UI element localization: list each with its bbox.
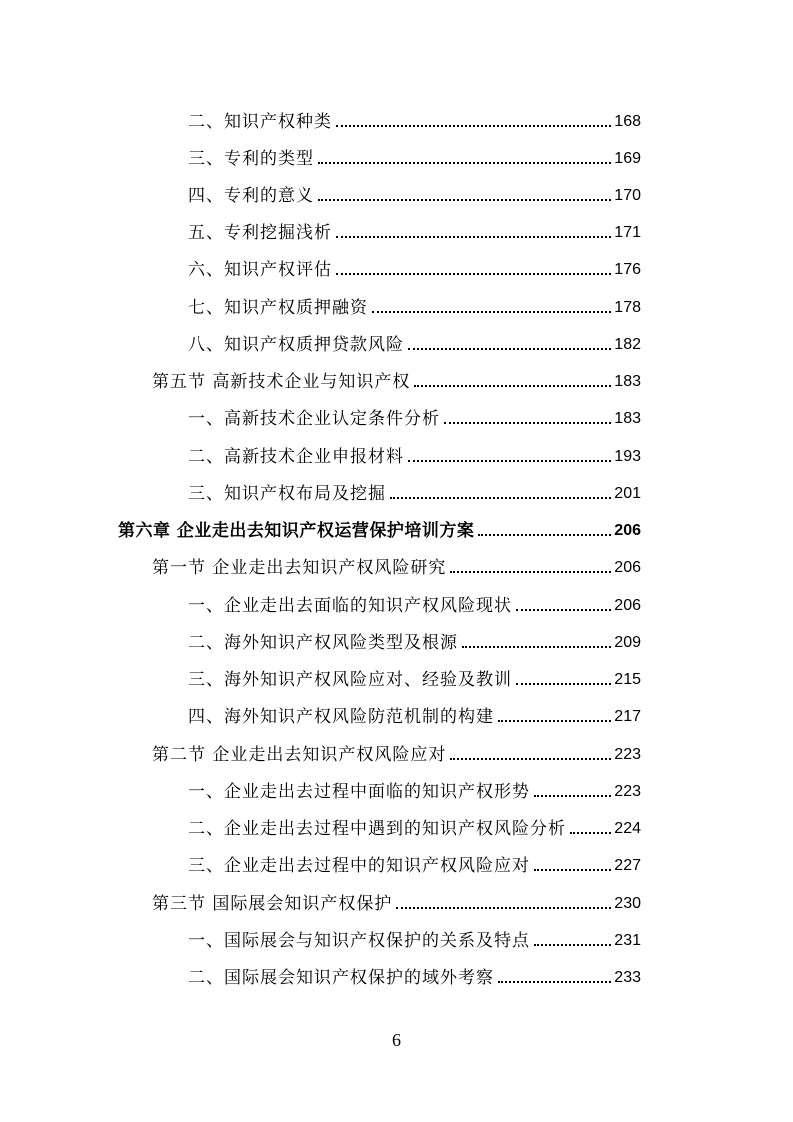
toc-entry-title: 三、海外知识产权风险应对、经验及教训 [188,670,512,690]
dot-leader [396,907,611,909]
toc-entry[interactable] [188,811,641,839]
toc-entry[interactable] [188,588,641,616]
toc-entry-page: 176 [614,261,641,278]
toc-entry-title: 五、专利挖掘浅析 [188,223,332,243]
toc-entry-page: 209 [614,634,641,651]
dot-leader [534,869,611,871]
toc-entry-page: 171 [614,224,641,241]
toc-entry-page: 206 [614,559,641,576]
dot-leader [408,348,611,350]
toc-entry-title: 第六章 企业走出去知识产权运营保护培训方案 [118,521,475,541]
toc-entry-title: 七、知识产权质押融资 [188,298,368,318]
dot-leader [408,460,611,462]
toc-entry-title: 三、专利的类型 [188,149,314,169]
toc-entry-title: 一、企业走出去过程中面临的知识产权形势 [188,782,530,802]
toc-entry[interactable] [188,774,641,802]
toc-entry-title: 三、企业走出去过程中的知识产权风险应对 [188,856,530,876]
toc-entry-page: 230 [614,895,641,912]
toc-entry-page: 168 [614,113,641,130]
toc-entry[interactable] [188,848,641,876]
toc-entry[interactable] [152,364,641,392]
toc-entry-page: 206 [614,597,641,614]
toc-entry-page: 224 [614,820,641,837]
dot-leader [450,758,611,760]
toc-entry-page: 231 [614,932,641,949]
toc-entry-title: 八、知识产权质押贷款风险 [188,335,404,355]
dot-leader [444,422,611,424]
toc-entry-page: 193 [614,448,641,465]
dot-leader [534,944,611,946]
toc-chapter-entry[interactable] [118,513,641,541]
toc-entry-page: 206 [614,522,641,539]
toc-entry-page: 217 [614,708,641,725]
toc-entry-title: 二、知识产权种类 [188,112,332,132]
dot-leader [336,125,611,127]
toc-entry-title: 六、知识产权评估 [188,260,332,280]
dot-leader [336,273,611,275]
toc-entry-page: 233 [614,969,641,986]
dot-leader [516,609,611,611]
dot-leader [516,683,611,685]
toc-entry-page: 178 [614,299,641,316]
toc-entry-title: 第一节 企业走出去知识产权风险研究 [152,558,447,578]
toc-entry-page: 223 [614,783,641,800]
toc-entry-page: 201 [614,485,641,502]
toc-entry[interactable] [188,252,641,280]
dot-leader [498,981,611,983]
dot-leader [570,832,611,834]
toc-entry-title: 二、国际展会知识产权保护的域外考察 [188,968,494,988]
dot-leader [414,385,611,387]
toc-entry[interactable] [188,178,641,206]
toc-entry[interactable] [188,625,641,653]
toc-entry-title: 一、高新技术企业认定条件分析 [188,409,440,429]
dot-leader [390,497,611,499]
toc-entry-title: 三、知识产权布局及挖掘 [188,484,386,504]
toc-entry-page: 215 [614,671,641,688]
toc-entry-title: 一、企业走出去面临的知识产权风险现状 [188,596,512,616]
toc-entry[interactable] [188,662,641,690]
toc-entry-page: 169 [614,150,641,167]
toc-entry-page: 227 [614,857,641,874]
toc-entry[interactable] [188,923,641,951]
toc-entry-page: 170 [614,187,641,204]
toc-entry-title: 四、专利的意义 [188,186,314,206]
toc-entry[interactable] [188,215,641,243]
dot-leader [336,236,611,238]
toc-entry-title: 二、企业走出去过程中遇到的知识产权风险分析 [188,819,566,839]
toc-entry[interactable] [188,290,641,318]
toc-entry-title: 一、国际展会与知识产权保护的关系及特点 [188,931,530,951]
toc-entry[interactable] [188,401,641,429]
toc-entry[interactable] [188,476,641,504]
dot-leader [318,162,611,164]
toc-entry-title: 二、高新技术企业申报材料 [188,447,404,467]
toc-entry-page: 183 [614,410,641,427]
toc-entry[interactable] [152,737,641,765]
toc-entry-page: 183 [614,373,641,390]
page-number: 6 [392,1030,401,1050]
dot-leader [318,199,611,201]
toc-entry[interactable] [188,141,641,169]
toc-entry[interactable] [188,699,641,727]
toc-entry[interactable] [152,550,641,578]
dot-leader [450,571,611,573]
toc-entry-title: 第五节 高新技术企业与知识产权 [152,372,411,392]
dot-leader [372,311,611,313]
dot-leader [478,534,611,536]
toc-entry-title: 第二节 企业走出去知识产权风险应对 [152,745,447,765]
toc-entry[interactable] [188,327,641,355]
dot-leader [462,646,611,648]
toc-entry[interactable] [188,104,641,132]
toc-entry[interactable] [188,960,641,988]
dot-leader [534,795,611,797]
toc-entry[interactable] [188,439,641,467]
toc-entry-title: 第三节 国际展会知识产权保护 [152,894,393,914]
toc-entry-title: 二、海外知识产权风险类型及根源 [188,633,458,653]
toc-entry[interactable] [152,886,641,914]
toc-entry-page: 182 [614,336,641,353]
toc-entry-title: 四、海外知识产权风险防范机制的构建 [188,707,494,727]
toc-entry-page: 223 [614,746,641,763]
dot-leader [498,720,611,722]
